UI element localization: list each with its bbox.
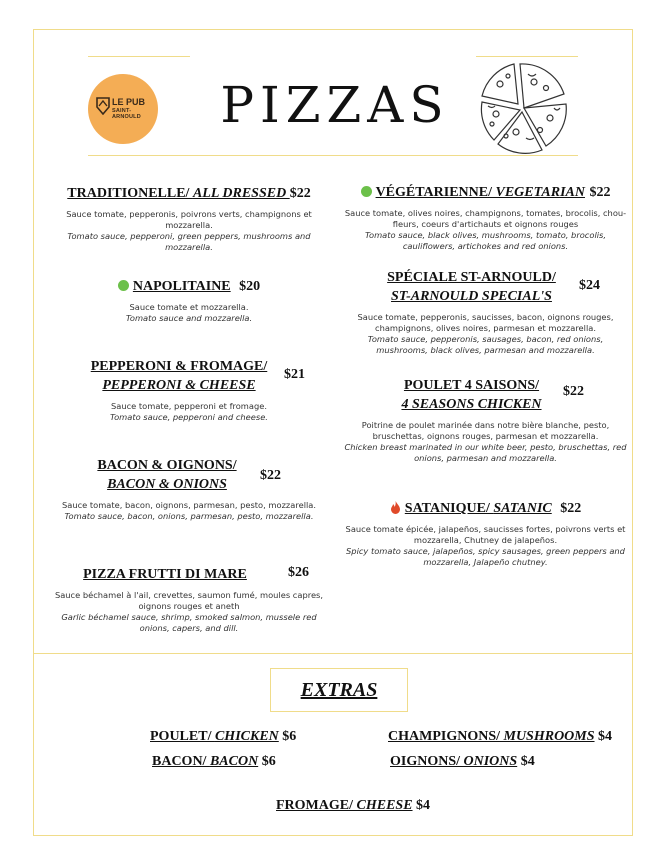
pizza-name-fr: VÉGÉTARIENNE/ — [375, 185, 496, 200]
pizza-desc-en: Tomato sauce, bacon, onions, parmesan, pesto, mozzarella. — [64, 511, 314, 521]
pizza-vegetarienne — [343, 183, 628, 252]
pizza-price: $20 — [239, 279, 261, 294]
pizza-price: $22 — [589, 185, 611, 200]
extra-item — [276, 798, 430, 814]
pizza-name-fr: TRADITIONELLE/ — [67, 186, 193, 201]
logo-text: LE PUB — [112, 97, 146, 107]
pizza-desc-fr: Sauce béchamel à l'ail, crevettes, saumon fumé, moules capres, oignons rouges et aneth — [54, 590, 324, 611]
pizza-name-fr: PEPPERONI & FROMAGE/ — [90, 359, 268, 374]
extra-item — [152, 754, 276, 770]
pizza-icon — [476, 58, 572, 156]
fire-icon — [390, 501, 401, 514]
pizza-desc-fr: Sauce tomate, pepperonis, poivrons verts, champignons et mozzarella. — [66, 209, 312, 230]
pizza-speciale — [343, 268, 628, 356]
pizza-name-en: ALL DRESSED — [192, 186, 290, 201]
pizza-desc-fr: Sauce tomate, olives noires, champignons, tomates, brocolis, chou-fleurs, coeurs d'artichauts et oignons rouges — [344, 208, 627, 229]
pizza-frutti-di-mare — [50, 565, 328, 634]
pizza-name-en: 4 SEASONS CHICKEN — [401, 397, 542, 412]
extra-item — [390, 754, 535, 770]
vegetarian-icon — [361, 186, 372, 197]
extra-price: $4 — [517, 754, 535, 769]
pizza-desc-en: Tomato sauce, pepperonis, sausages, bacon, red onions, mushrooms, black olives, parmesan and mozzarella. — [367, 334, 604, 355]
pizza-satanique — [343, 499, 628, 568]
pizza-desc-fr: Sauce tomate, pepperonis, saucisses, bacon, oignons rouges, champignons, olives noires, parmesan et mozzarella. — [357, 312, 614, 333]
extra-name-en: CHICKEN — [214, 729, 279, 744]
extra-name-fr: FROMAGE/ — [276, 798, 357, 813]
pizza-price: $24 — [579, 278, 600, 293]
logo-subtext: SAINT-ARNOULD — [112, 108, 141, 120]
pizza-desc-fr: Poitrine de poulet marinée dans notre bière blanche, pesto, bruschettas, oignons rouges, parmesan et mozzarella. — [361, 420, 610, 441]
pizza-name-en: ST-ARNOULD SPECIAL'S — [391, 289, 552, 304]
pizza-desc-en: Tomato sauce, black olives, mushrooms, tomato, brocolis, cauliflowers, artichokes and red onions. — [364, 230, 607, 251]
pizza-name-en: SATANIC — [493, 501, 552, 516]
extra-name-fr: BACON/ — [152, 754, 210, 769]
pizza-name-en: PEPPERONI & CHEESE — [102, 378, 256, 393]
pizza-traditionelle — [50, 184, 328, 253]
pizza-name: PIZZA FRUTTI DI MARE — [83, 567, 247, 582]
extra-name-en: ONIONS — [463, 754, 518, 769]
extras-title: EXTRAS — [270, 668, 408, 712]
extra-item — [388, 729, 612, 745]
extra-name-en: MUSHROOMS — [503, 729, 595, 744]
pizza-name-fr: SATANIQUE/ — [404, 501, 494, 516]
pizza-name-fr: BACON & OIGNONS/ — [97, 458, 237, 473]
pizza-desc-en: Garlic béchamel sauce, shrimp, smoked salmon, mussele red onions, capers, and dill. — [61, 612, 317, 633]
pizza-price: $21 — [284, 367, 305, 382]
pizza-desc-en: Tomato sauce and mozzarella. — [125, 313, 253, 323]
extra-name-en: BACON — [209, 754, 259, 769]
pizza-desc-fr: Sauce tomate, bacon, oignons, parmesan, pesto, mozzarella. — [61, 500, 317, 510]
extra-name-fr: OIGNONS/ — [390, 754, 464, 769]
pizza-price: $26 — [288, 565, 309, 580]
extra-name-fr: POULET/ — [150, 729, 215, 744]
pizza-name-en: BACON & ONIONS — [107, 477, 227, 492]
pizza-bacon — [50, 456, 328, 522]
pizza-name-en: VEGETARIAN — [495, 185, 585, 200]
pizza-name-fr: SPÉCIALE ST-ARNOULD/ — [387, 270, 556, 285]
shield-icon — [96, 97, 110, 115]
extra-price: $4 — [594, 729, 613, 744]
pizza-napolitaine — [50, 277, 328, 324]
pizza-desc-fr: Sauce tomate et mozzarella. — [129, 302, 249, 312]
extra-name-en: CHEESE — [356, 798, 413, 813]
pub-logo — [88, 74, 158, 144]
pizza-desc-en: Spicy tomato sauce, jalapeños, spicy sausages, green peppers and mozzarella, Jalapeño chutney. — [346, 546, 625, 567]
pizza-price: $22 — [560, 501, 582, 516]
extra-price: $4 — [412, 798, 431, 813]
pizza-price: $22 — [260, 468, 281, 483]
pizza-name: NAPOLITAINE — [132, 279, 231, 294]
extra-item — [150, 729, 296, 745]
page-title: PIZZAS — [220, 76, 450, 134]
pizza-desc-en: Tomato sauce, pepperoni, green peppers, mushrooms and mozzarella. — [67, 231, 311, 252]
header-divider — [476, 56, 578, 57]
pizza-desc-fr: Sauce tomate épicée, jalapeños, saucisses fortes, poivrons verts et mozzarella, Chutney de jalapeños. — [345, 524, 626, 545]
pizza-pepperoni — [50, 357, 328, 423]
pizza-poulet — [343, 376, 628, 464]
extra-price: $6 — [278, 729, 297, 744]
extras-divider — [33, 653, 633, 654]
extra-name-fr: CHAMPIGNONS/ — [388, 729, 504, 744]
pizza-desc-en: Tomato sauce, pepperoni and cheese. — [110, 412, 268, 422]
pizza-price: $22 — [289, 186, 311, 201]
extra-price: $6 — [258, 754, 276, 769]
vegetarian-icon — [118, 280, 129, 291]
pizza-price: $22 — [563, 384, 584, 399]
pizza-desc-fr: Sauce tomate, pepperoni et fromage. — [111, 401, 267, 411]
header-divider — [88, 56, 190, 57]
pizza-name-fr: POULET 4 SAISONS/ — [403, 378, 540, 393]
pizza-desc-en: Chicken breast marinated in our white beer, pesto, bruschettas, red onions, parmesan and mozzarella. — [344, 442, 627, 463]
